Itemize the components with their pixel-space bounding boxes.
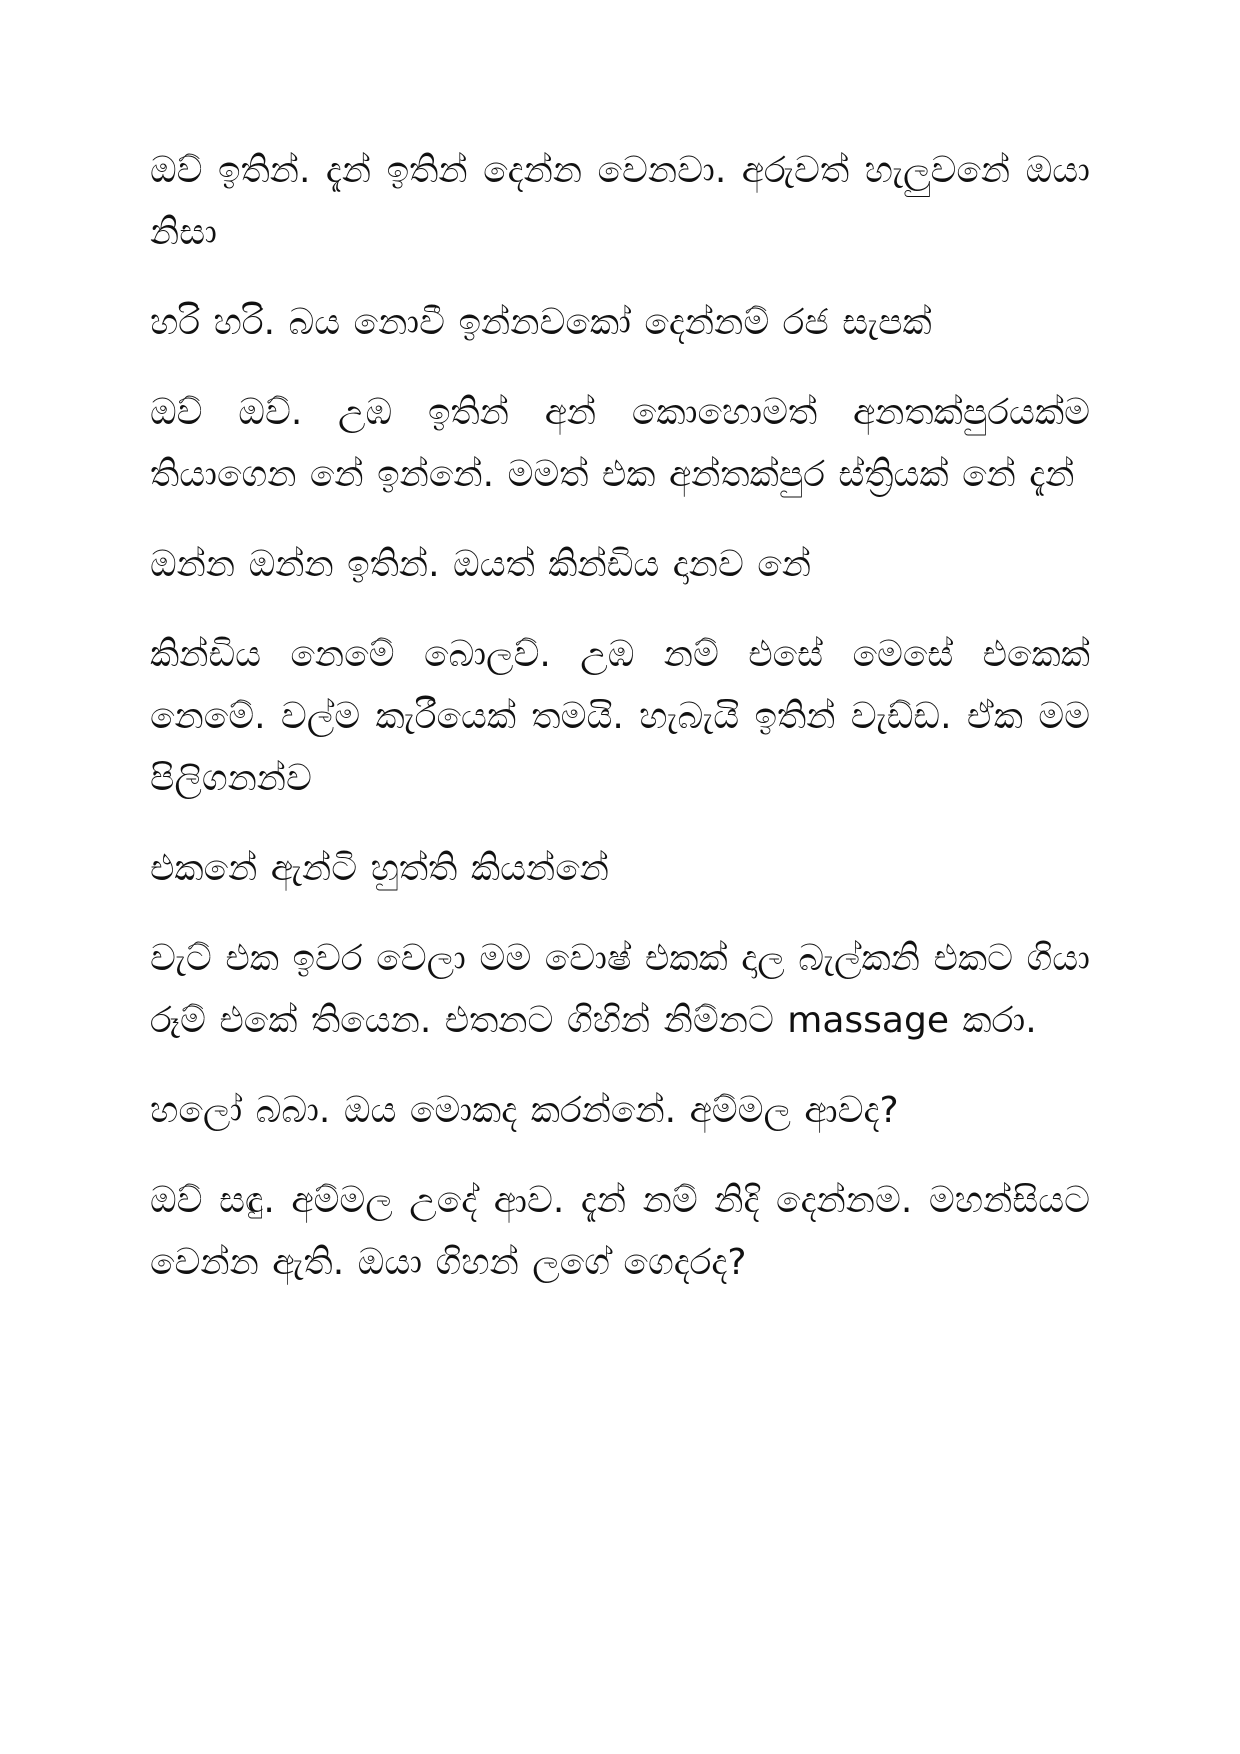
paragraph: වැට් එක ඉවර වෙලා මම වොෂ් එකක් දාල බැල්කනි එකට ගියා රූම් එකේ තියෙන. එතනට ගිහින් නිම්නට massage කරා. xyxy=(150,938,1090,1041)
paragraph: හරි හරි. බය නොවී ඉන්නවකෝ දෙන්නම් රජ සැපක් xyxy=(150,302,932,343)
paragraph: ඔන්න ඔන්න ඉතින්. ඔයත් කින්ඩිය දානව නේ xyxy=(150,544,812,585)
document-body xyxy=(150,140,1090,1322)
paragraph: ඔව් ඉතින්. දැන් ඉතින් දෙන්න වෙනවා. අරුවත් හැලුවනේ ඔයා නිසා xyxy=(150,150,1090,253)
paragraph: හලෝ බබා. ඔය මොකද කරන්නේ. අම්මල ආවද? xyxy=(150,1090,899,1131)
paragraph: ඔව් සඳු. අම්මල උදේ ආව. දැන් නම් නිදි දෙන්නම. මහන්සියට වෙන්න ඇති. ඔයා ගිහන් ලගේ ගෙදරද? xyxy=(150,1180,1090,1283)
paragraph: කින්ඩිය නෙමේ බොලව්. උඹ නම් එසේ මෙසේ එකෙක් නෙමේ. වල්ම කැරීයෙක් තමයි. හැබැයි ඉතින් වැඩ්ඩ. ඒක මම පිලිගනන්ව xyxy=(150,634,1090,799)
paragraph: එකනේ ඇන්ටි හුත්ති කියන්නේ xyxy=(150,848,609,889)
paragraph: ඔව් ඔව්. උඹ ඉතින් අන් කොහොමත් අනතක්පුරයක්ම තියාගෙන නේ ඉන්නේ. මමත් එක අන්තක්පුර ස්ත්‍රියක් නේ දැන් xyxy=(150,392,1090,495)
